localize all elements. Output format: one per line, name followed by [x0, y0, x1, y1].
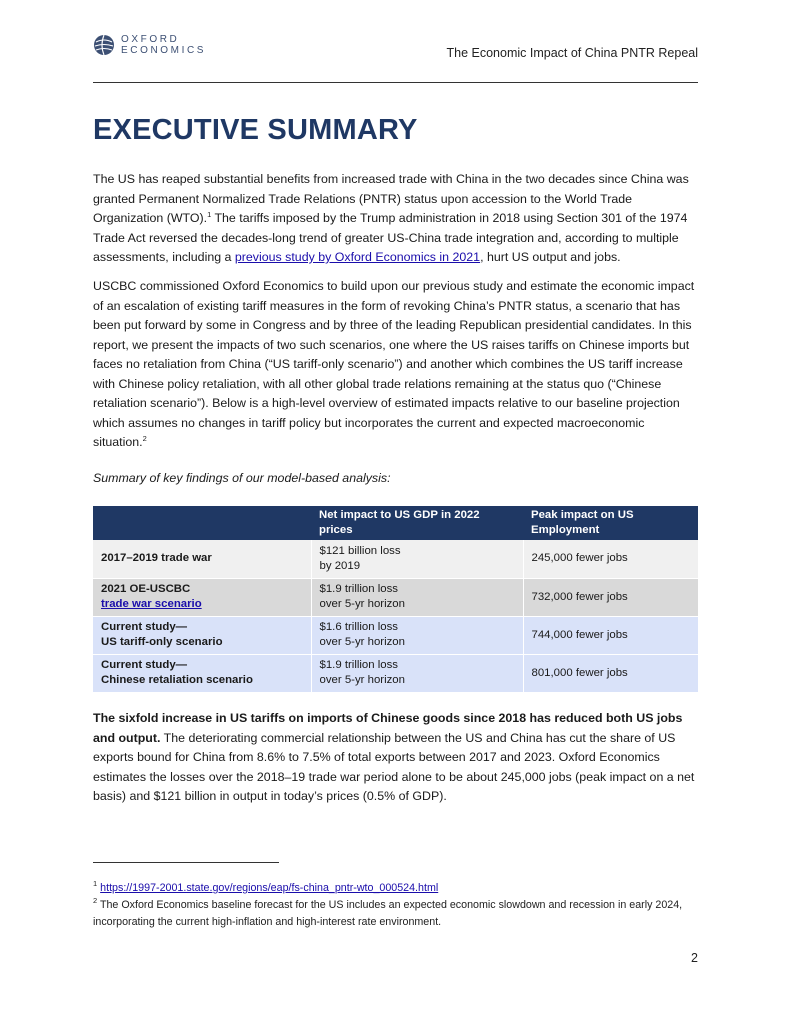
paragraph-3-lead: The sixfold increase in US tariffs on imports of Chinese goods since 2018 has reduced both US jobs and output. — [93, 711, 683, 745]
gdp-impact-line-2: over 5-yr horizon — [319, 598, 405, 610]
footnotes — [93, 880, 693, 931]
gdp-impact-line-1: $1.6 trillion loss — [319, 621, 399, 633]
scenario-cell — [93, 616, 311, 654]
table-caption: Summary of key findings of our model-based analysis: — [93, 471, 391, 485]
gdp-impact-line-1: $121 billion loss — [319, 544, 401, 557]
gdp-impact-line-2: over 5-yr horizon — [319, 674, 405, 686]
paragraph-1-text-b: The tariffs imposed by the Trump administration in 2018 using Section 301 of the 1974 Trade Act reversed the decades-long trend of greater US-China trade integration and, according to multiple assessments, including a — [93, 211, 688, 264]
employment-impact-cell: 744,000 fewer jobs — [523, 616, 698, 654]
scenario-cell — [93, 578, 311, 616]
scenario-name: 2021 OE-USCBC — [101, 583, 191, 595]
employment-impact-cell: 801,000 fewer jobs — [523, 654, 698, 692]
table-row — [93, 654, 698, 692]
state-gov-link[interactable]: https://1997-2001.state.gov/regions/eap/fs-china_pntr-wto_000524.html — [100, 882, 439, 894]
report-title: The Economic Impact of China PNTR Repeal — [446, 46, 698, 60]
paragraph-3-text: The deteriorating commercial relationship between the US and China has cut the share of US exports bound for China from 8.6% to 7.5% of total exports between 2017 and 2023. Oxford Economics estimates the losses over the 2018–19 trade war period alone to be about 245,000 jobs (peak impact on a net basis) and $121 billion in output in today’s prices (0.5% of GDP). — [93, 730, 695, 803]
table-header-cell: Peak impact on US Employment — [531, 509, 634, 536]
gdp-impact-line-1: $1.9 trillion loss — [319, 659, 399, 671]
table-row — [93, 578, 698, 616]
section-heading: EXECUTIVE SUMMARY — [93, 114, 418, 146]
table-header-cell — [93, 506, 311, 540]
logo-line-1: OXFORD — [121, 34, 180, 45]
previous-study-link[interactable]: previous study by Oxford Economics in 2021 — [234, 250, 481, 264]
paragraph-3 — [93, 709, 700, 807]
page-number: 2 — [691, 951, 698, 965]
paragraph-2 — [93, 277, 700, 453]
gdp-impact-line-2: by 2019 — [319, 559, 361, 572]
footnote-2-text: The Oxford Economics baseline forecast for the US includes an expected economic slowdown and recession in early 2024, incorporating the current high-inflation and high-interest rate environment. — [93, 899, 683, 928]
paragraph-2-text: USCBC commissioned Oxford Economics to build upon our previous study and estimate the economic impact of an escalation of existing tariff measures in the form of revoking China’s PNTR status, a scenario that has been put forward by some in Congress and by three of the leading Republican presidential candidates. In this report, we present the impacts of two such scenarios, one where the US raises tariffs on Chinese imports but faces no retaliation from China (“US tariff-only scenario”) and another which combines the US tariff increase with Chinese policy retaliation, with all other global trade relations remaining at the status quo (“Chinese retaliation scenario”). Below is a high-level overview of estimated impacts relative to our baseline projection which assumes no changes in tariff policy but incorporates the current and expected macroeconomic situation. — [93, 279, 695, 449]
table-row — [93, 616, 698, 654]
key-findings-table — [93, 506, 698, 693]
scenario-name: 2017–2019 trade war — [101, 552, 212, 565]
scenario-cell — [93, 654, 311, 692]
paragraph-1-text-a: The US has reaped substantial benefits from increased trade with China in the two decades since China was granted Permanent Normalized Trade Relations (PNTR) status upon accession to the World Trade Organization (WTO). — [93, 172, 689, 225]
gdp-impact-cell — [311, 578, 523, 616]
header-divider — [93, 82, 698, 83]
scenario-subname: US tariff-only scenario — [101, 636, 223, 648]
logo-line-2: ECONOMICS — [121, 45, 207, 56]
employment-impact-cell: 245,000 fewer jobs — [523, 540, 698, 578]
scenario-name: Current study— — [101, 659, 188, 671]
paragraph-1-text-c: , hurt US output and jobs. — [480, 250, 621, 264]
footnote-number: 2 — [93, 896, 98, 905]
table-header-row — [93, 506, 698, 540]
footnote-1 — [93, 880, 693, 897]
scenario-cell — [93, 540, 311, 578]
footnote-ref-2[interactable]: 2 — [142, 434, 147, 443]
scenario-subname: Chinese retaliation scenario — [101, 674, 253, 686]
table-row — [93, 540, 698, 578]
gdp-impact-cell — [311, 654, 523, 692]
table-header-cell: Net impact to US GDP in 2022 prices — [319, 509, 480, 536]
employment-impact-cell: 732,000 fewer jobs — [523, 578, 698, 616]
trade-war-scenario-link[interactable]: trade war scenario — [101, 598, 202, 610]
footnote-divider — [93, 862, 279, 863]
gdp-impact-cell — [311, 616, 523, 654]
gdp-impact-line-1: $1.9 trillion loss — [319, 583, 399, 595]
footnote-number: 1 — [93, 879, 98, 888]
globe-logo-icon — [93, 34, 115, 56]
oxford-economics-logo — [93, 34, 206, 56]
gdp-impact-line-2: over 5-yr horizon — [319, 636, 405, 648]
scenario-name: Current study— — [101, 621, 188, 633]
footnote-ref-1[interactable]: 1 — [207, 210, 212, 219]
footnote-2 — [93, 897, 693, 931]
gdp-impact-cell — [311, 540, 523, 578]
paragraph-1 — [93, 170, 700, 268]
